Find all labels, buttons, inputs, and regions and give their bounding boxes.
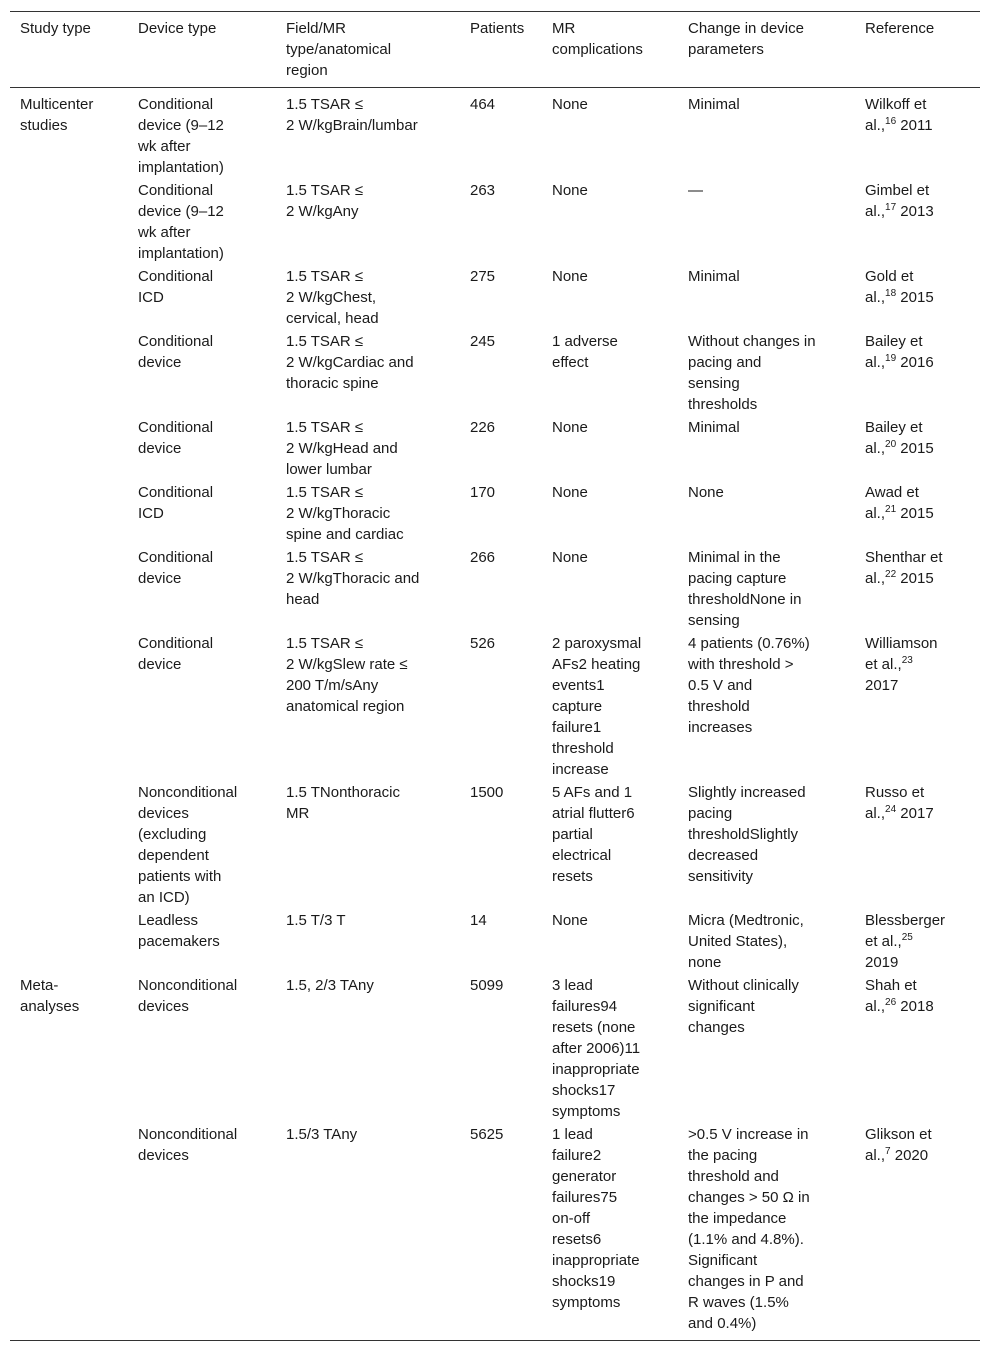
cell-change: —	[688, 182, 703, 199]
table-header	[10, 12, 980, 88]
cell-change: Minimal	[688, 96, 740, 113]
table-row	[10, 481, 980, 546]
table-row	[10, 1123, 980, 1341]
cell-change: None	[688, 484, 724, 501]
cell-reference	[855, 265, 980, 330]
ref-year: 2017	[865, 677, 899, 694]
cell-field: 1.5 TSAR ≤ 2 W/kgBrain/lumbar	[286, 96, 418, 134]
cell-change: >0.5 V increase in the pacing threshold and changes > 50 Ω in the impedance (1.1% and 4.8%). Significant changes in P and R waves (1.5% and 0.4%)	[688, 1126, 810, 1332]
cell-complications: None	[552, 419, 588, 436]
ref-number: 16	[885, 116, 897, 127]
cell-reference	[855, 974, 980, 1123]
cell-reference	[855, 481, 980, 546]
ref-number: 20	[885, 439, 897, 450]
cell-device-type: Conditional ICD	[138, 268, 214, 306]
cell-complications: None	[552, 182, 588, 199]
cell-device-type: Nonconditional devices	[138, 1126, 238, 1164]
mri-device-studies-table	[10, 11, 980, 1341]
cell-patients: 170	[470, 484, 496, 501]
group-label-meta-analyses: Meta- analyses	[20, 977, 80, 1015]
ref-year: 2018	[896, 998, 934, 1015]
cell-change: 4 patients (0.76%) with threshold > 0.5 V and threshold increases	[688, 635, 810, 736]
ref-year: 2015	[896, 440, 934, 457]
cell-change: Slightly increased pacing thresholdSlightly decreased sensitivity	[688, 784, 806, 885]
ref-number: 17	[885, 202, 897, 213]
ref-number: 21	[885, 504, 897, 515]
header-study-type: Study type	[20, 20, 91, 37]
cell-patients: 5625	[470, 1126, 504, 1143]
header-patients: Patients	[470, 20, 525, 37]
cell-field: 1.5 TSAR ≤ 2 W/kgSlew rate ≤ 200 T/m/sAny anatomical region	[286, 635, 408, 715]
cell-complications: None	[552, 96, 588, 113]
ref-author: Williamson et al.,	[865, 635, 938, 673]
table-row	[10, 781, 980, 909]
cell-field: 1.5/3 TAny	[286, 1126, 358, 1143]
ref-year: 2013	[896, 203, 934, 220]
header-device-type: Device type	[138, 20, 217, 37]
cell-device-type: Conditional device (9–12 wk after implantation)	[138, 96, 224, 176]
cell-complications: None	[552, 549, 588, 566]
cell-reference	[855, 1123, 980, 1341]
table-row	[10, 265, 980, 330]
ref-year: 2017	[896, 805, 934, 822]
cell-complications: 1 lead failure2 generator failures75 on-off resets6 inappropriate shocks19 symptoms	[552, 1126, 640, 1311]
cell-field: 1.5 T/3 T	[286, 912, 346, 929]
ref-year: 2016	[896, 354, 934, 371]
cell-field: 1.5 TSAR ≤ 2 W/kgChest, cervical, head	[286, 268, 379, 327]
cell-complications: 3 lead failures94 resets (none after 2006)11 inappropriate shocks17 symptoms	[552, 977, 641, 1120]
cell-patients: 226	[470, 419, 496, 436]
header-field-mr-region: Field/MR type/anatomical region	[286, 20, 392, 79]
table-row	[10, 632, 980, 781]
cell-change: Minimal	[688, 419, 740, 436]
header-row	[10, 12, 980, 88]
ref-year: 2015	[896, 289, 934, 306]
table-row	[10, 974, 980, 1123]
cell-patients: 275	[470, 268, 496, 285]
cell-complications: None	[552, 912, 588, 929]
cell-patients: 263	[470, 182, 496, 199]
cell-patients: 464	[470, 96, 496, 113]
cell-reference	[855, 179, 980, 265]
table-row	[10, 179, 980, 265]
ref-number: 18	[885, 288, 897, 299]
cell-patients: 14	[470, 912, 487, 929]
cell-field: 1.5 TSAR ≤ 2 W/kgAny	[286, 182, 364, 220]
cell-patients: 245	[470, 333, 496, 350]
cell-field: 1.5 TSAR ≤ 2 W/kgThoracic spine and cardiac	[286, 484, 404, 543]
cell-patients: 5099	[470, 977, 504, 994]
ref-year: 2019	[865, 954, 899, 971]
cell-device-type: Leadless pacemakers	[138, 912, 220, 950]
cell-reference	[855, 416, 980, 481]
cell-device-type: Conditional device	[138, 419, 214, 457]
ref-year: 2015	[896, 505, 934, 522]
cell-field: 1.5 TSAR ≤ 2 W/kgThoracic and head	[286, 549, 420, 608]
cell-complications: 5 AFs and 1 atrial flutter6 partial electrical resets	[552, 784, 635, 885]
cell-complications: None	[552, 268, 588, 285]
ref-number: 25	[901, 932, 913, 943]
cell-device-type: Nonconditional devices	[138, 977, 238, 1015]
cell-reference	[855, 781, 980, 909]
ref-year: 2015	[896, 570, 934, 587]
cell-field: 1.5, 2/3 TAny	[286, 977, 374, 994]
table-row	[10, 909, 980, 974]
ref-author: Glikson et al.,	[865, 1126, 932, 1164]
cell-change: Micra (Medtronic, United States), none	[688, 912, 804, 971]
cell-field: 1.5 TNonthoracic MR	[286, 784, 400, 822]
cell-complications: 1 adverse effect	[552, 333, 618, 371]
cell-field: 1.5 TSAR ≤ 2 W/kgCardiac and thoracic spine	[286, 333, 414, 392]
cell-change: Minimal	[688, 268, 740, 285]
ref-number: 23	[901, 655, 913, 666]
ref-author: Bailey et al.,	[865, 419, 923, 457]
ref-author: Shenthar et al.,	[865, 549, 943, 587]
ref-author: Wilkoff et al.,	[865, 96, 927, 134]
table-body	[10, 88, 980, 1341]
cell-change: Minimal in the pacing capture thresholdNone in sensing	[688, 549, 802, 629]
ref-author: Gold et al.,	[865, 268, 914, 306]
cell-device-type: Conditional ICD	[138, 484, 214, 522]
ref-number: 26	[885, 997, 897, 1008]
ref-author: Russo et al.,	[865, 784, 925, 822]
cell-change: Without clinically significant changes	[688, 977, 799, 1036]
cell-complications: 2 paroxysmal AFs2 heating events1 capture failure1 threshold increase	[552, 635, 642, 778]
cell-reference	[855, 88, 980, 180]
ref-author: Gimbel et al.,	[865, 182, 930, 220]
cell-reference	[855, 909, 980, 974]
ref-author: Blessberger et al.,	[865, 912, 946, 950]
cell-change: Without changes in pacing and sensing thresholds	[688, 333, 816, 413]
table-row	[10, 330, 980, 416]
cell-field: 1.5 TSAR ≤ 2 W/kgHead and lower lumbar	[286, 419, 398, 478]
table-row	[10, 546, 980, 632]
cell-device-type: Conditional device	[138, 333, 214, 371]
cell-device-type: Conditional device	[138, 549, 214, 587]
ref-author: Bailey et al.,	[865, 333, 923, 371]
ref-author: Awad et al.,	[865, 484, 919, 522]
cell-reference	[855, 546, 980, 632]
ref-year: 2020	[890, 1147, 929, 1164]
ref-author: Shah et al.,	[865, 977, 917, 1015]
table-row	[10, 416, 980, 481]
cell-complications: None	[552, 484, 588, 501]
cell-reference	[855, 632, 980, 781]
cell-device-type: Nonconditional devices (excluding dependent patients with an ICD)	[138, 784, 238, 906]
ref-number: 22	[885, 569, 897, 580]
ref-number: 7	[885, 1146, 891, 1157]
ref-number: 19	[885, 353, 897, 364]
group-label-multicenter: Multicenter studies	[20, 96, 94, 134]
header-change-parameters: Change in device parameters	[688, 20, 804, 58]
cell-patients: 526	[470, 635, 496, 652]
cell-device-type: Conditional device (9–12 wk after implantation)	[138, 182, 224, 262]
header-reference: Reference	[865, 20, 935, 37]
ref-number: 24	[885, 804, 897, 815]
cell-patients: 266	[470, 549, 496, 566]
cell-patients: 1500	[470, 784, 504, 801]
header-mr-complications: MR complications	[552, 20, 643, 58]
ref-year: 2011	[896, 117, 933, 134]
cell-reference	[855, 330, 980, 416]
cell-device-type: Conditional device	[138, 635, 214, 673]
table-row	[10, 88, 980, 180]
